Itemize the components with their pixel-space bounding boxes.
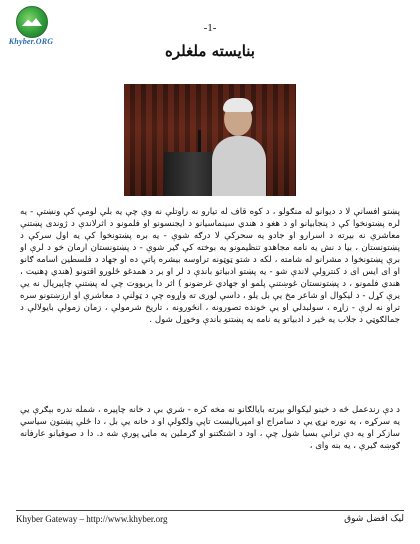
speaker-body	[212, 136, 266, 196]
logo-text: Khyber.ORG	[8, 37, 54, 46]
speaker-hair	[223, 98, 253, 112]
microphone-icon	[198, 130, 201, 152]
paragraph-2: د دې رندعمل څه د خینو لیکوالو بیرته بایالګانو نه مخه کره - شري بې د خانه چاپیره ، شمله ندره بېګرې یې یه سرکړه ، یه نوره نړۍ یې د سامراج او امپریالیست تاپې ولګولې او د خانه یې بل ، دا ځلې پښتون سیاسي سازکر او یه دې ترانې بسیا شول چې ، اود د اشتګتنو او ګرملین یه ماڼۍ پورې شه د. دا د صوفیانو عارفانه ګوښه ګیرې ، یه بنه وای ،	[20, 405, 400, 451]
footer-divider	[16, 510, 404, 511]
article-title: بنایسته ملغلره	[165, 42, 255, 60]
speaker-photo	[124, 84, 296, 196]
footer-author: لیک افضل شوق	[344, 514, 404, 524]
footer-website: Khyber Gateway – http://www.khyber.org	[16, 514, 168, 524]
page-number: -1-	[203, 22, 217, 34]
paragraph-1: پښتو افسانې لا د دیوانو له منګولو ، د کوه قاف له تیارو نه راوتلې نه وې چې یه بلې لومې کې ونښتې - یه لره پښتونخوا کې د پنجابیانو او د هغو د هندي سینماسیانو د ایجنسونو او فلمونو د اثرلاندې د ژوندی پښتنې معاشرې نه بیرته د اسرارو او جادو یه سحرکې لا درګه شوې - یه بره پښتونخوا کې یه اول سرکې د پښتونستان ، بیا د نش یه نامه مجاهدو تنظیمونو یه بوخته کې ګیر شوې - د پښتونستان ارمان خو د لرې او برې پښتونخوا د مشرانو له شامته ، لکه د شتو ټوټونه تراوسه بیشره پاتې ده او جهاد د فلسطین اسامه ګانو او ای ایس ای د کنترولې لاندې شو - یه پښتو ادبیاتو باندې د لر او بر د همدغو ځلورو اقتونو (هندي ډهنیت ، هندي فلمونو ، د پښتونستان غوښتنې پلمو او جهادي غرضونو ) اثر دا یربووت چې له پښتنې چاپیریال نه یې یرې کړل - د لیکوال او شاعر مخ یې بل یلو ، داسې لوری ته واړوه چې د ټولنې د معاشرې او ارزښتونو سره تراو نه لرې - زاړه ، سولبدلي او یې خونده تصورونه ، انځورونه ، تاریخ شرمولې ، زمان زمولې بایولالې د جمالګوټي د جلاب یه څیر د ادبیاتو یه نامه یه پښتنو باندې وخوړل شول .	[20, 207, 400, 325]
